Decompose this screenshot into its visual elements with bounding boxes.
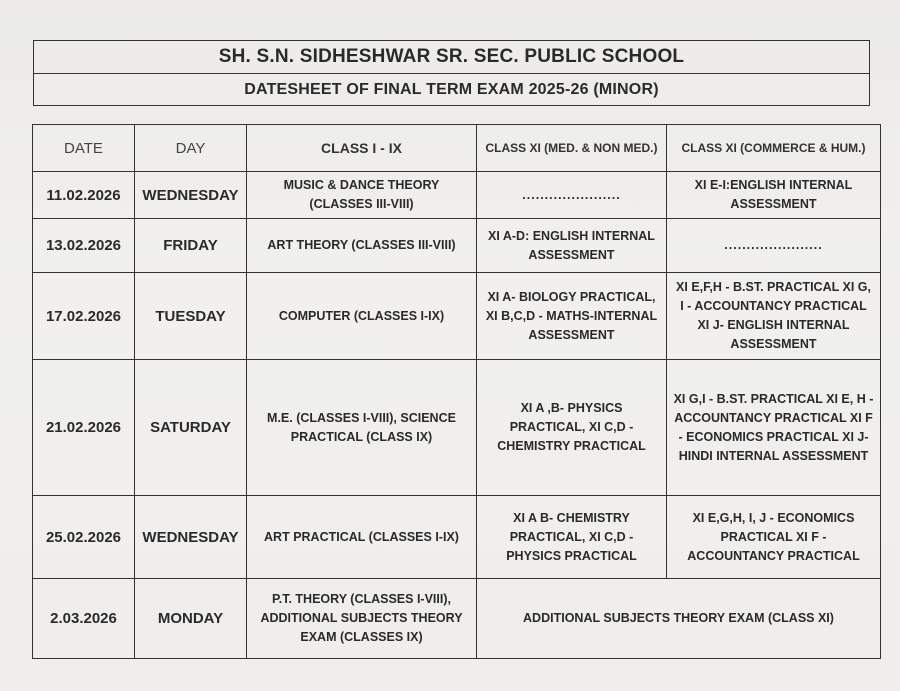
- row-class-xi-med: XI A- BIOLOGY PRACTICAL, XI B,C,D - MATHS-INTERNAL ASSESSMENT: [477, 273, 667, 360]
- row-class-xi-commerce: XI E,F,H - B.ST. PRACTICAL XI G, I - ACCOUNTANCY PRACTICAL XI J- ENGLISH INTERNAL ASSESSMENT: [667, 273, 881, 360]
- table-row: [33, 360, 881, 496]
- datesheet-title: DATESHEET OF FINAL TERM EXAM 2025-26 (MINOR): [244, 81, 659, 98]
- row-class-xi-commerce: ......................: [667, 219, 881, 273]
- table-header-row: [33, 125, 881, 172]
- row-class-xi-med: XI A ,B- PHYSICS PRACTICAL, XI C,D - CHEMISTRY PRACTICAL: [477, 360, 667, 496]
- row-class-i-ix: M.E. (CLASSES I-VIII), SCIENCE PRACTICAL (CLASS IX): [247, 360, 477, 496]
- row-class-xi-commerce: XI E,G,H, I, J - ECONOMICS PRACTICAL XI F - ACCOUNTANCY PRACTICAL: [667, 496, 881, 579]
- row-class-xi-med: XI A-D: ENGLISH INTERNAL ASSESSMENT: [477, 219, 667, 273]
- row-class-xi-commerce: XI E-I:ENGLISH INTERNAL ASSESSMENT: [667, 172, 881, 219]
- row-day: FRIDAY: [135, 219, 247, 273]
- row-date: 11.02.2026: [33, 172, 135, 219]
- row-day: MONDAY: [135, 579, 247, 659]
- row-class-i-ix: MUSIC & DANCE THEORY (CLASSES III-VIII): [247, 172, 477, 219]
- datesheet-table: [32, 124, 881, 659]
- row-class-i-ix: P.T. THEORY (CLASSES I-VIII), ADDITIONAL SUBJECTS THEORY EXAM (CLASSES IX): [247, 579, 477, 659]
- row-class-i-ix: ART PRACTICAL (CLASSES I-IX): [247, 496, 477, 579]
- header-box: [33, 40, 870, 106]
- school-name: SH. S.N. SIDHESHWAR SR. SEC. PUBLIC SCHOOL: [34, 41, 869, 74]
- row-class-xi-med: XI A B- CHEMISTRY PRACTICAL, XI C,D - PHYSICS PRACTICAL: [477, 496, 667, 579]
- row-date: 17.02.2026: [33, 273, 135, 360]
- row-day: WEDNESDAY: [135, 496, 247, 579]
- col-header-class-i-ix: CLASS I - IX: [247, 125, 477, 172]
- row-date: 21.02.2026: [33, 360, 135, 496]
- row-day: TUESDAY: [135, 273, 247, 360]
- row-class-xi-commerce: XI G,I - B.ST. PRACTICAL XI E, H - ACCOUNTANCY PRACTICAL XI F - ECONOMICS PRACTICAL XI J- HINDI INTERNAL ASSESSMENT: [667, 360, 881, 496]
- row-class-i-ix: ART THEORY (CLASSES III-VIII): [247, 219, 477, 273]
- table-row: [33, 172, 881, 219]
- row-class-xi-med: ......................: [477, 172, 667, 219]
- row-date: 25.02.2026: [33, 496, 135, 579]
- col-header-day: DAY: [135, 125, 247, 172]
- col-header-class-xi-med: CLASS XI (MED. & NON MED.): [477, 125, 667, 172]
- col-header-date: DATE: [33, 125, 135, 172]
- row-date: 2.03.2026: [33, 579, 135, 659]
- table-row: [33, 579, 881, 659]
- table-row: [33, 273, 881, 360]
- table-row: [33, 219, 881, 273]
- row-day: WEDNESDAY: [135, 172, 247, 219]
- row-date: 13.02.2026: [33, 219, 135, 273]
- col-header-class-xi-commerce: CLASS XI (COMMERCE & HUM.): [667, 125, 881, 172]
- row-day: SATURDAY: [135, 360, 247, 496]
- table-row: [33, 496, 881, 579]
- row-class-i-ix: COMPUTER (CLASSES I-IX): [247, 273, 477, 360]
- row-class-xi-merged: ADDITIONAL SUBJECTS THEORY EXAM (CLASS XI): [477, 579, 881, 659]
